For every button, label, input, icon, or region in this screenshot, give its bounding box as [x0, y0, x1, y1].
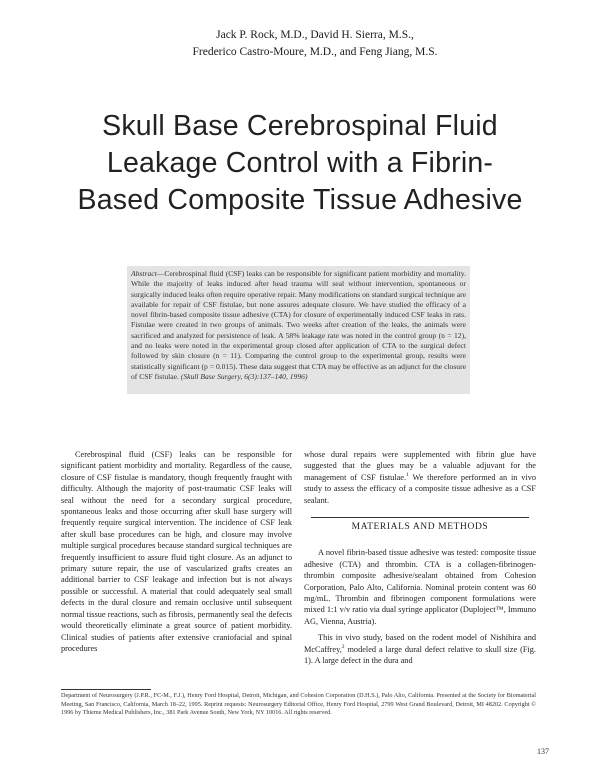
- body-paragraph: [304, 449, 536, 506]
- body-paragraph: [304, 632, 536, 666]
- author-list: [120, 27, 510, 61]
- section-heading-text: MATERIALS AND METHODS: [351, 522, 489, 533]
- reference-marker: 1: [406, 472, 409, 479]
- section-rule: [311, 517, 529, 518]
- body-column-left: [61, 449, 292, 654]
- abstract-citation: (Skull Base Surgery, 6(3):137–140, 1996): [180, 371, 308, 381]
- paragraph-text: We therefore performed an in vivo study to assess the efficacy of a composite tissue adhesive as a CSF sealant.: [304, 472, 536, 505]
- body-column-right: [304, 449, 536, 667]
- paragraph-text: modeled a large dural defect relative to skull size (Fig. 1). A large defect in the dura and: [304, 644, 536, 666]
- paragraph-text: This in vivo study, based on the rodent model of Nishihira and McCaffrey,: [304, 633, 536, 654]
- title-line-1: Skull Base Cerebrospinal Fluid: [102, 110, 498, 142]
- paragraph-text: whose dural repairs were supplemented with fibrin glue have suggested that the glues may be a valuable adjuvant for the management of CSF fistulae.: [304, 450, 536, 482]
- abstract-text: —Cerebrospinal fluid (CSF) leaks can be responsible for significant patient morbidity and mortality. While the majority of leaks induced after head trauma will seal without intervention, spontaneous or surgically induced leaks often require operative repair. Many modifications on standard surgical technique are available for repair of CSF fistulae, but none assures adequate closure. We have studied the efficacy of a novel fibrin-based composite tissue adhesive (CTA) for closure of experimentally induced CSF leaks in rats. Fistulae were created in two groups of animals. Two weeks after creation of the leaks, the animals were sacrificed and analyzed for persistence of leak. A 58% leakage rate was noted in the control group (n = 12), and no leaks were noted in the experimental group closed after application of CTA to the surgical defect followed by skin closure (n = 11). Comparing the control group to the experimental group, results were statistically significant (p = 0.015). These data suggest that CTA may be effective as an adjunct for the closure of CSF fistulae.: [131, 269, 466, 381]
- section-heading: [304, 522, 536, 533]
- body-paragraph: A novel fibrin-based tissue adhesive was tested: composite tissue adhesive (CTA) and thrombin. CTA is a collagen-fibrinogen-thrombin composite adhesive/sealant obtained from Cohesion Corporation, Palo Alto, California. Nominal protein content was 60 mg/mL. Thrombin and fibrinogen component formulations were mixed 1:1 v/v ratio via dual syringe applicator (Duploject™, Immuno AG, Vienna, Austria).: [304, 548, 536, 626]
- author-line-1: Jack P. Rock, M.D., David H. Sierra, M.S.,: [216, 29, 414, 41]
- article-title: [40, 108, 560, 219]
- abstract-box: [127, 266, 470, 394]
- footnote: Department of Neurosurgery (J.P.R., FC-M., F.J.), Henry Ford Hospital, Detroit, Michigan, and Cohesion Corporation (D.H.S.), Palo Alto, California. Presented at the Society for Biomaterial Meeting, San Francisco, California, March 18–22, 1995. Reprint requests: Neurosurgery Editorial Office, Henry Ford Hospital, 2799 West Grand Boulevard, Detroit, MI 48202. Copyright © 1996 by Thieme Medical Publishers, Inc., 381 Park Avenue South, New York, NY 10016. All rights reserved.: [61, 692, 536, 717]
- reference-marker: 2: [341, 643, 345, 650]
- footnote-divider: [61, 689, 151, 690]
- title-line-3: Based Composite Tissue Adhesive: [77, 184, 523, 216]
- page-number: 137: [537, 747, 549, 756]
- abstract-label: Abstract: [131, 269, 157, 278]
- title-line-2: Leakage Control with a Fibrin-: [106, 147, 494, 179]
- body-paragraph: Cerebrospinal fluid (CSF) leaks can be responsible for significant patient morbidity and mortality. Regardless of the cause, closure of CSF fistulae is mandatory, though frequently fraught with difficulty. Although the majority of post-traumatic CSF leaks will seal without the need for a secondary surgical procedure, spontaneous leaks and those occurring after skull base surgery will frequently require surgical intervention. The incidence of CSF leak after skull base procedures can be high, and closure may involve multiple surgical procedures because standard surgical techniques are frequently insufficient to assure fluid tight closure. As an adjunct to primary suture repair, the use of vascularized grafts creates an additional barrier to CSF leakage and infection but is not always possible or successful. A material that could adequately seal small defects in the dural closure and remain occlusive until subsequent normal tissue reactions, such as fibrosis, permanently seal the defects would theoretically eliminate a great source of patient morbidity. Clinical studies of patients after extensive craniofacial and spinal procedures: [61, 450, 292, 653]
- author-line-2: Frederico Castro-Moure, M.D., and Feng Jiang, M.S.: [192, 46, 438, 58]
